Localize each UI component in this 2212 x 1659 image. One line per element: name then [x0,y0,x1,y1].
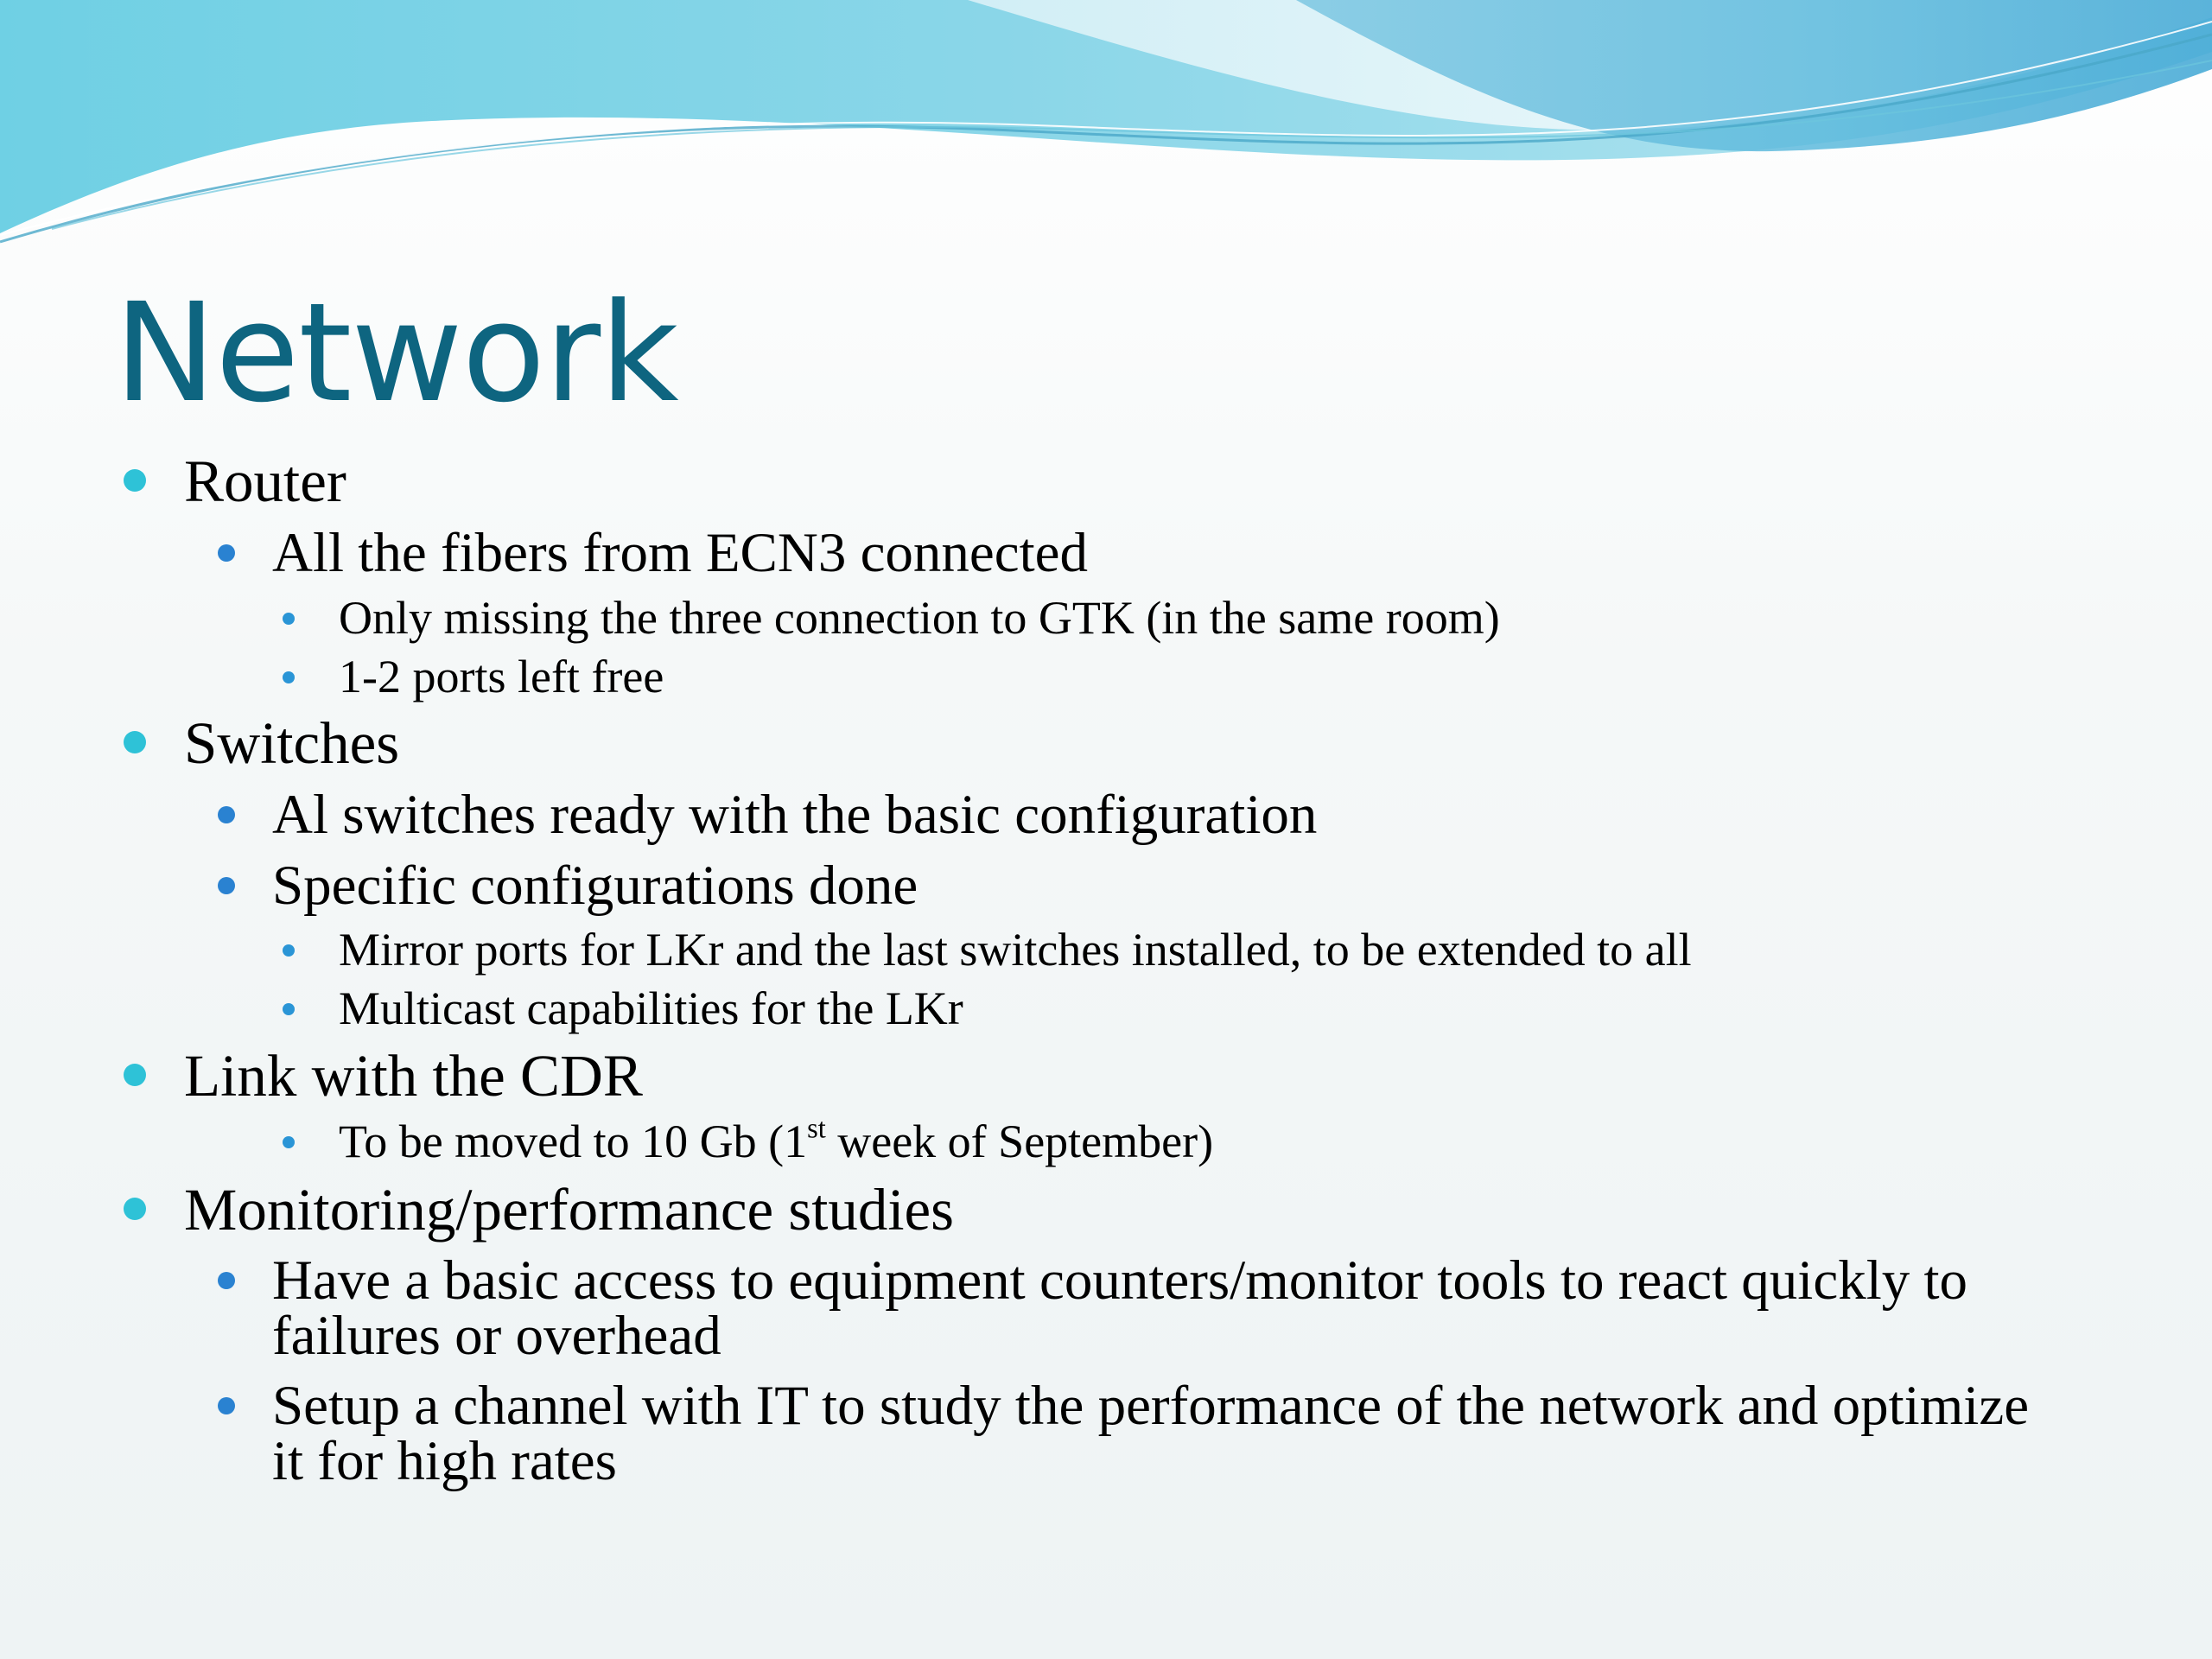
bullet-icon [283,1136,295,1148]
decorative-wave-header [0,0,2212,259]
bullet-monitoring: Monitoring/performance studies [184,1177,955,1243]
bullet-switches-specific: Specific configurations done [272,855,918,917]
ordinal-suffix: st [807,1113,826,1145]
bullet-router-ports: 1-2 ports left free [339,651,664,702]
bullet-icon [218,544,235,562]
bullet-monitoring-access: Have a basic access to equipment counters/monitor tools to react quickly to failures or overhead [272,1249,1968,1367]
bullet-icon [283,671,295,683]
bullet-switches-mirror: Mirror ports for LKr and the last switches installed, to be extended to all [339,924,1692,976]
bullet-icon [218,806,235,823]
bullet-icon [218,1397,235,1414]
bullet-icon [218,877,235,894]
bullet-icon [124,1198,146,1220]
bullet-switches: Switches [184,710,400,776]
slide-title: Network [114,274,678,433]
bullet-router: Router [184,448,346,514]
bullet-cdr-move-text-end: week of September) [825,1116,1214,1167]
bullet-switches-ready: Al switches ready with the basic configuration [272,784,1318,846]
bullet-icon [283,944,295,957]
bullet-router-missing: Only missing the three connection to GTK (in the same room) [339,592,1500,644]
bullet-cdr-move [339,1113,1214,1167]
bullet-monitoring-channel: Setup a channel with IT to study the performance of the network and optimize it for high rates [272,1375,2030,1492]
bullet-icon [283,613,295,625]
bullet-switches-multicast: Multicast capabilities for the LKr [339,982,963,1034]
bullet-router-fibers: All the fibers from ECN3 connected [272,522,1089,584]
bullet-icon [124,469,146,492]
bullet-icon [124,731,146,753]
bullet-icon [218,1272,235,1289]
bullet-cdr: Link with the CDR [184,1043,643,1109]
bullet-icon [283,1003,295,1015]
bullet-cdr-move-text: To be moved to 10 Gb (1 [339,1116,808,1167]
bullet-icon [124,1064,146,1086]
